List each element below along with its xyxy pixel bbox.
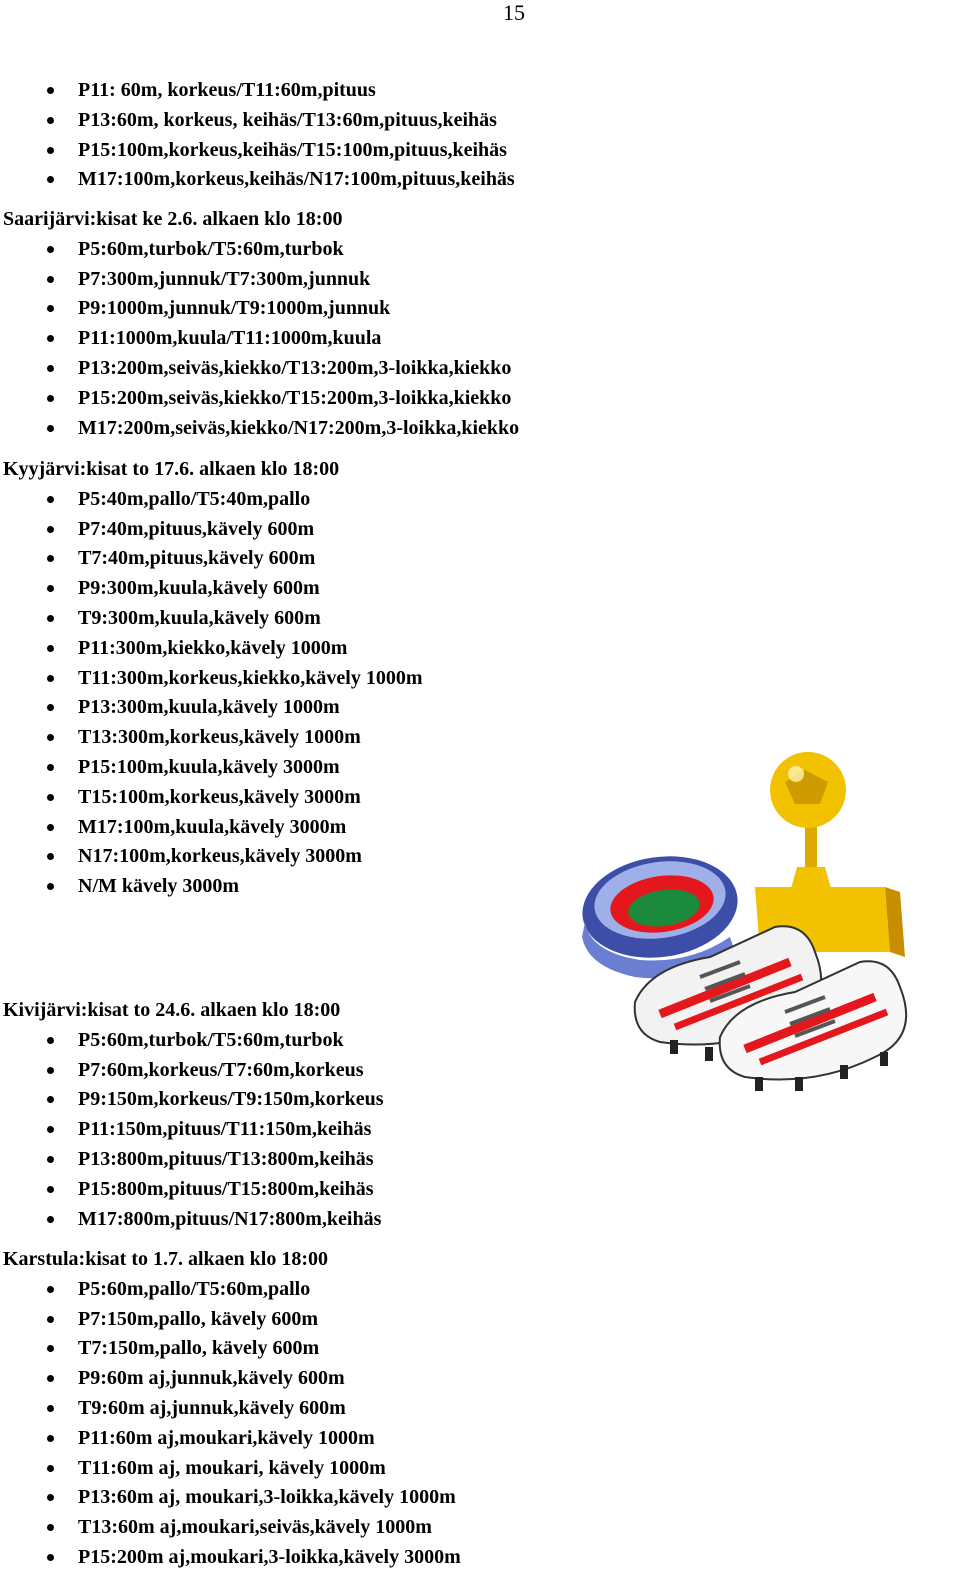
bullet-icon bbox=[47, 615, 54, 622]
bullet-icon bbox=[47, 794, 54, 801]
list-item-text: P11:60m aj,moukari,kävely 1000m bbox=[78, 1427, 375, 1449]
page-number: 15 bbox=[503, 0, 525, 25]
bullet-icon bbox=[47, 1216, 54, 1223]
list-item-text: P11:150m,pituus/T11:150m,keihäs bbox=[78, 1118, 372, 1140]
list-item-text: M17:100m,korkeus,keihäs/N17:100m,pituus,keihäs bbox=[78, 168, 515, 190]
bullet-icon bbox=[47, 335, 54, 342]
list-item-text: T13:60m aj,moukari,seiväs,kävely 1000m bbox=[78, 1516, 432, 1538]
section-heading: Saarijärvi:kisat ke 2.6. alkaen klo 18:00 bbox=[3, 208, 343, 230]
list-item-text: P9:300m,kuula,kävely 600m bbox=[78, 577, 320, 599]
bullet-icon bbox=[47, 704, 54, 711]
bullet-icon bbox=[47, 425, 54, 432]
bullet-icon bbox=[47, 526, 54, 533]
bullet-icon bbox=[47, 305, 54, 312]
bullet-icon bbox=[47, 1345, 54, 1352]
bullet-icon bbox=[47, 1435, 54, 1442]
bullet-icon bbox=[47, 824, 54, 831]
bullet-icon bbox=[47, 585, 54, 592]
bullet-icon bbox=[47, 117, 54, 124]
list-item-text: M17:800m,pituus/N17:800m,keihäs bbox=[78, 1208, 382, 1230]
bullet-icon bbox=[47, 734, 54, 741]
bullet-icon bbox=[47, 883, 54, 890]
list-item-text: P5:60m,turbok/T5:60m,turbok bbox=[78, 238, 344, 260]
bullet-icon bbox=[47, 176, 54, 183]
list-item-text: P5:60m,pallo/T5:60m,pallo bbox=[78, 1278, 311, 1300]
list-item-text: P13:60m aj, moukari,3-loikka,kävely 1000m bbox=[78, 1486, 456, 1508]
bullet-icon bbox=[47, 147, 54, 154]
list-item-text: N/M kävely 3000m bbox=[78, 875, 240, 897]
bullet-icon bbox=[47, 1316, 54, 1323]
bullet-icon bbox=[47, 365, 54, 372]
section-heading: Kivijärvi:kisat to 24.6. alkaen klo 18:00 bbox=[3, 999, 341, 1021]
list-item-text: P7:60m,korkeus/T7:60m,korkeus bbox=[78, 1059, 364, 1081]
list-item-text: T7:40m,pituus,kävely 600m bbox=[78, 547, 316, 569]
list-item-text: P5:60m,turbok/T5:60m,turbok bbox=[78, 1029, 344, 1051]
list-item-text: T11:300m,korkeus,kiekko,kävely 1000m bbox=[78, 667, 423, 689]
list-item-text: P13:800m,pituus/T13:800m,keihäs bbox=[78, 1148, 374, 1170]
sports-clipart bbox=[540, 752, 955, 1097]
section-heading: Karstula:kisat to 1.7. alkaen klo 18:00 bbox=[3, 1248, 329, 1270]
list-item-text: P11: 60m, korkeus/T11:60m,pituus bbox=[78, 79, 376, 101]
list-item-text: P7:300m,junnuk/T7:300m,junnuk bbox=[78, 268, 371, 290]
list-item-text: T11:60m aj, moukari, kävely 1000m bbox=[78, 1457, 386, 1479]
list-item-text: P9:60m aj,junnuk,kävely 600m bbox=[78, 1367, 345, 1389]
bullet-icon bbox=[47, 1554, 54, 1561]
bullet-icon bbox=[47, 1037, 54, 1044]
bullet-icon bbox=[47, 1286, 54, 1293]
bullet-icon bbox=[47, 1465, 54, 1472]
list-item-text: P15:200m aj,moukari,3-loikka,kävely 3000m bbox=[78, 1546, 461, 1568]
list-item-text: P13:60m, korkeus, keihäs/T13:60m,pituus,keihäs bbox=[78, 109, 497, 131]
list-item-text: P15:200m,seiväs,kiekko/T15:200m,3-loikka,kiekko bbox=[78, 387, 512, 409]
list-item-text: P13:200m,seiväs,kiekko/T13:200m,3-loikka,kiekko bbox=[78, 357, 512, 379]
list-item-text: P9:1000m,junnuk/T9:1000m,junnuk bbox=[78, 297, 391, 319]
list-item-text: T15:100m,korkeus,kävely 3000m bbox=[78, 786, 361, 808]
list-item-text: P13:300m,kuula,kävely 1000m bbox=[78, 696, 340, 718]
list-item-text: P11:1000m,kuula/T11:1000m,kuula bbox=[78, 327, 382, 349]
bullet-icon bbox=[47, 645, 54, 652]
bullet-icon bbox=[47, 1524, 54, 1531]
list-item-text: T9:60m aj,junnuk,kävely 600m bbox=[78, 1397, 346, 1419]
list-item-text: P15:800m,pituus/T15:800m,keihäs bbox=[78, 1178, 374, 1200]
bullet-icon bbox=[47, 1186, 54, 1193]
section-heading: Kyyjärvi:kisat to 17.6. alkaen klo 18:00 bbox=[3, 458, 340, 480]
list-item-text: M17:200m,seiväs,kiekko/N17:200m,3-loikka,kiekko bbox=[78, 417, 520, 439]
list-item-text: P15:100m,korkeus,keihäs/T15:100m,pituus,keihäs bbox=[78, 139, 507, 161]
bullet-icon bbox=[47, 1096, 54, 1103]
bullet-icon bbox=[47, 1405, 54, 1412]
bullet-icon bbox=[47, 853, 54, 860]
bullet-icon bbox=[47, 276, 54, 283]
bullet-icon bbox=[47, 675, 54, 682]
bullet-icon bbox=[47, 246, 54, 253]
bullet-icon bbox=[47, 87, 54, 94]
bullet-icon bbox=[47, 1156, 54, 1163]
bullet-icon bbox=[47, 496, 54, 503]
list-item-text: N17:100m,korkeus,kävely 3000m bbox=[78, 845, 362, 867]
list-item-text: T9:300m,kuula,kävely 600m bbox=[78, 607, 321, 629]
list-item-text: P9:150m,korkeus/T9:150m,korkeus bbox=[78, 1088, 384, 1110]
list-item-text: T13:300m,korkeus,kävely 1000m bbox=[78, 726, 361, 748]
list-item-text: T7:150m,pallo, kävely 600m bbox=[78, 1337, 320, 1359]
list-item-text: P11:300m,kiekko,kävely 1000m bbox=[78, 637, 348, 659]
bullet-icon bbox=[47, 1126, 54, 1133]
bullet-icon bbox=[47, 1067, 54, 1074]
bullet-icon bbox=[47, 1375, 54, 1382]
list-item-text: P5:40m,pallo/T5:40m,pallo bbox=[78, 488, 311, 510]
list-item-text: P7:150m,pallo, kävely 600m bbox=[78, 1308, 318, 1330]
bullet-icon bbox=[47, 555, 54, 562]
bullet-icon bbox=[47, 764, 54, 771]
list-item-text: P15:100m,kuula,kävely 3000m bbox=[78, 756, 340, 778]
bullet-icon bbox=[47, 395, 54, 402]
list-item-text: P7:40m,pituus,kävely 600m bbox=[78, 518, 315, 540]
list-item-text: M17:100m,kuula,kävely 3000m bbox=[78, 816, 347, 838]
bullet-icon bbox=[47, 1494, 54, 1501]
